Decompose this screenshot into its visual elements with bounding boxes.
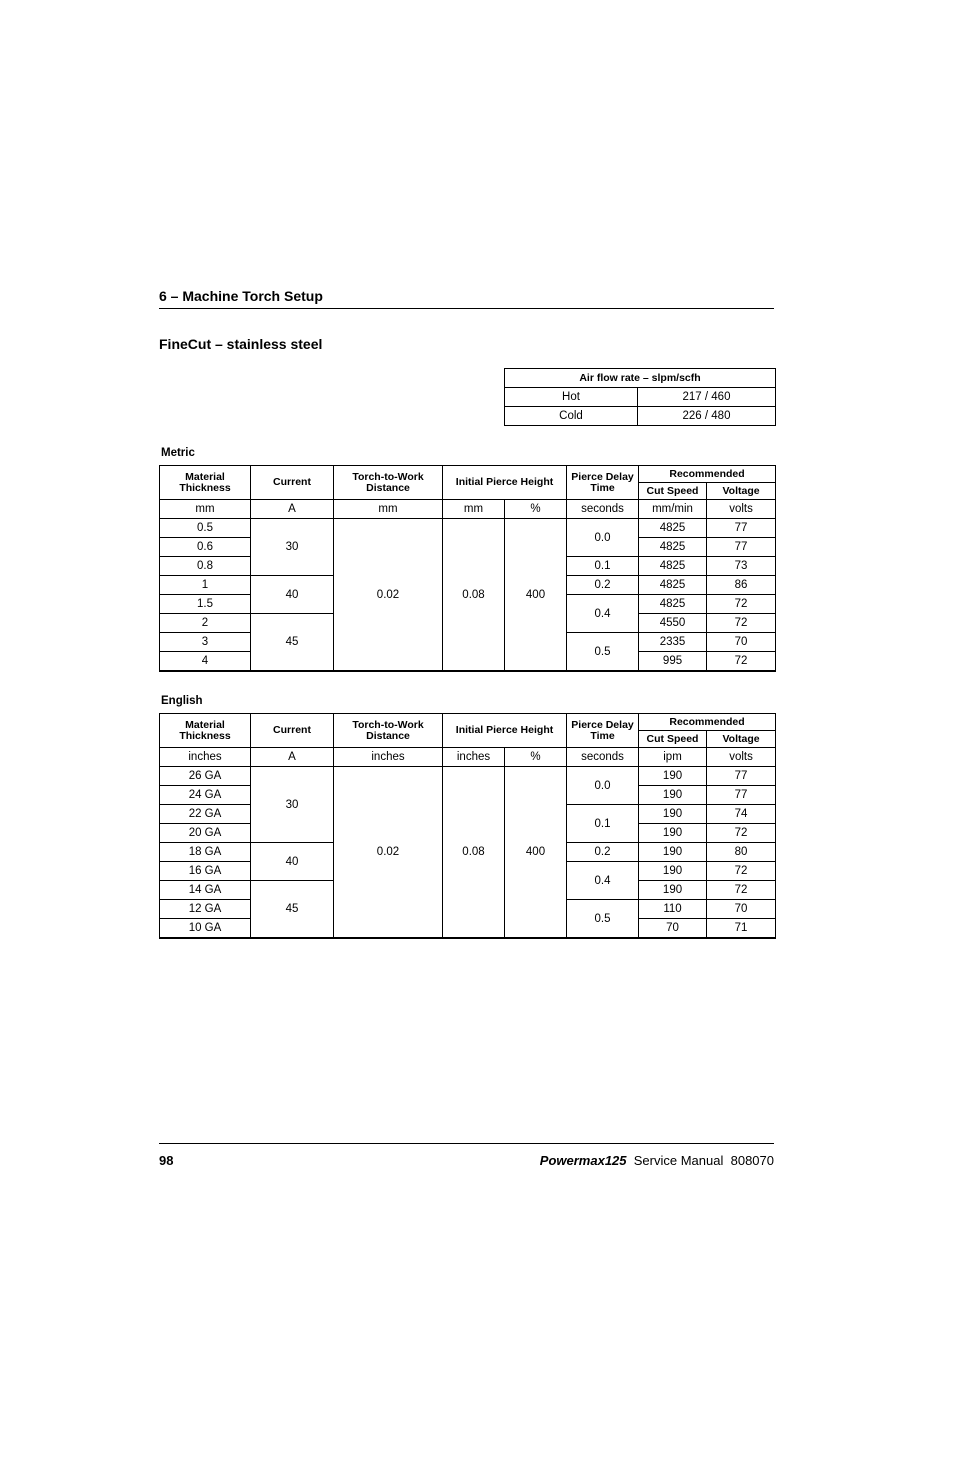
delay-cell: 0.4 (567, 862, 639, 900)
material-cell: 1.5 (160, 595, 251, 614)
current-cell: 45 (251, 614, 334, 672)
voltage-cell: 72 (707, 595, 776, 614)
airflow-value: 226 / 480 (638, 407, 776, 426)
voltage-cell: 77 (707, 786, 776, 805)
torch-cell: 0.02 (334, 767, 443, 939)
speed-cell: 190 (639, 881, 707, 900)
speed-cell: 4825 (639, 595, 707, 614)
voltage-cell: 74 (707, 805, 776, 824)
airflow-header: Air flow rate – slpm/scfh (505, 369, 776, 388)
material-cell: 4 (160, 652, 251, 672)
doc-name: Service Manual (633, 1153, 724, 1168)
unit-pierce-percent: % (505, 748, 567, 767)
torch-cell: 0.02 (334, 519, 443, 672)
brand-name: Powermax125 (539, 1153, 627, 1168)
delay-cell: 0.5 (567, 633, 639, 672)
unit-delay: seconds (567, 500, 639, 519)
unit-torch: inches (334, 748, 443, 767)
unit-speed: ipm (639, 748, 707, 767)
delay-cell: 0.2 (567, 576, 639, 595)
delay-cell: 0.5 (567, 900, 639, 939)
unit-delay: seconds (567, 748, 639, 767)
unit-pierce-height: inches (443, 748, 505, 767)
delay-cell: 0.2 (567, 843, 639, 862)
airflow-label: Cold (505, 407, 638, 426)
page-number: 98 (159, 1153, 174, 1168)
footer-divider (159, 1143, 774, 1144)
material-cell: 20 GA (160, 824, 251, 843)
page-title: FineCut – stainless steel (159, 336, 323, 352)
material-cell: 0.5 (160, 519, 251, 538)
voltage-cell: 77 (707, 519, 776, 538)
speed-cell: 70 (639, 919, 707, 939)
metric-table (159, 465, 776, 672)
header-voltage: Voltage (707, 483, 776, 500)
current-cell: 30 (251, 767, 334, 843)
airflow-table (504, 368, 776, 426)
unit-voltage: volts (707, 500, 776, 519)
speed-cell: 4825 (639, 538, 707, 557)
header-cut-speed: Cut Speed (639, 731, 707, 748)
voltage-cell: 70 (707, 633, 776, 652)
delay-cell: 0.1 (567, 557, 639, 576)
material-cell: 1 (160, 576, 251, 595)
speed-cell: 190 (639, 824, 707, 843)
material-cell: 10 GA (160, 919, 251, 939)
voltage-cell: 70 (707, 900, 776, 919)
voltage-cell: 72 (707, 862, 776, 881)
unit-material: mm (160, 500, 251, 519)
unit-speed: mm/min (639, 500, 707, 519)
units-row (160, 748, 776, 767)
unit-pierce-height: mm (443, 500, 505, 519)
pierce-height-cell: 0.08 (443, 519, 505, 672)
voltage-cell: 71 (707, 919, 776, 939)
header-voltage: Voltage (707, 731, 776, 748)
delay-cell: 0.0 (567, 519, 639, 557)
unit-torch: mm (334, 500, 443, 519)
pierce-percent-cell: 400 (505, 519, 567, 672)
speed-cell: 190 (639, 786, 707, 805)
table-row (505, 407, 776, 426)
voltage-cell: 72 (707, 614, 776, 633)
material-cell: 12 GA (160, 900, 251, 919)
speed-cell: 190 (639, 862, 707, 881)
table-row (505, 388, 776, 407)
material-cell: 14 GA (160, 881, 251, 900)
header-cut-speed: Cut Speed (639, 483, 707, 500)
unit-material: inches (160, 748, 251, 767)
units-row (160, 500, 776, 519)
material-cell: 24 GA (160, 786, 251, 805)
voltage-cell: 72 (707, 824, 776, 843)
voltage-cell: 80 (707, 843, 776, 862)
delay-cell: 0.4 (567, 595, 639, 633)
material-cell: 0.6 (160, 538, 251, 557)
material-cell: 26 GA (160, 767, 251, 786)
current-cell: 45 (251, 881, 334, 939)
header-torch: Torch-to-Work Distance (334, 714, 443, 748)
speed-cell: 4550 (639, 614, 707, 633)
table-row (160, 767, 776, 786)
delay-cell: 0.0 (567, 767, 639, 805)
english-table (159, 713, 776, 939)
speed-cell: 2335 (639, 633, 707, 652)
voltage-cell: 86 (707, 576, 776, 595)
material-cell: 22 GA (160, 805, 251, 824)
table-row (160, 519, 776, 538)
current-cell: 40 (251, 576, 334, 614)
speed-cell: 995 (639, 652, 707, 672)
unit-current: A (251, 748, 334, 767)
speed-cell: 190 (639, 843, 707, 862)
header-material: Material Thickness (160, 714, 251, 748)
metric-label: Metric (161, 447, 195, 459)
voltage-cell: 77 (707, 767, 776, 786)
header-recommended: Recommended (639, 466, 776, 483)
speed-cell: 190 (639, 767, 707, 786)
voltage-cell: 72 (707, 652, 776, 672)
header-pierce-height: Initial Pierce Height (443, 466, 567, 500)
voltage-cell: 73 (707, 557, 776, 576)
header-pierce-delay: Pierce Delay Time (567, 466, 639, 500)
header-torch: Torch-to-Work Distance (334, 466, 443, 500)
header-pierce-delay: Pierce Delay Time (567, 714, 639, 748)
doc-number: 808070 (730, 1153, 774, 1168)
speed-cell: 190 (639, 805, 707, 824)
speed-cell: 110 (639, 900, 707, 919)
airflow-label: Hot (505, 388, 638, 407)
speed-cell: 4825 (639, 519, 707, 538)
material-cell: 18 GA (160, 843, 251, 862)
voltage-cell: 77 (707, 538, 776, 557)
footer-doc-info (540, 1153, 774, 1168)
header-current: Current (251, 466, 334, 500)
section-header: 6 – Machine Torch Setup (159, 288, 774, 309)
voltage-cell: 72 (707, 881, 776, 900)
material-cell: 3 (160, 633, 251, 652)
header-material: Material Thickness (160, 466, 251, 500)
material-cell: 0.8 (160, 557, 251, 576)
unit-voltage: volts (707, 748, 776, 767)
header-current: Current (251, 714, 334, 748)
speed-cell: 4825 (639, 557, 707, 576)
current-cell: 30 (251, 519, 334, 576)
material-cell: 16 GA (160, 862, 251, 881)
unit-pierce-percent: % (505, 500, 567, 519)
header-recommended: Recommended (639, 714, 776, 731)
english-label: English (161, 695, 203, 707)
delay-cell: 0.1 (567, 805, 639, 843)
pierce-height-cell: 0.08 (443, 767, 505, 939)
unit-current: A (251, 500, 334, 519)
current-cell: 40 (251, 843, 334, 881)
airflow-value: 217 / 460 (638, 388, 776, 407)
material-cell: 2 (160, 614, 251, 633)
header-pierce-height: Initial Pierce Height (443, 714, 567, 748)
pierce-percent-cell: 400 (505, 767, 567, 939)
speed-cell: 4825 (639, 576, 707, 595)
